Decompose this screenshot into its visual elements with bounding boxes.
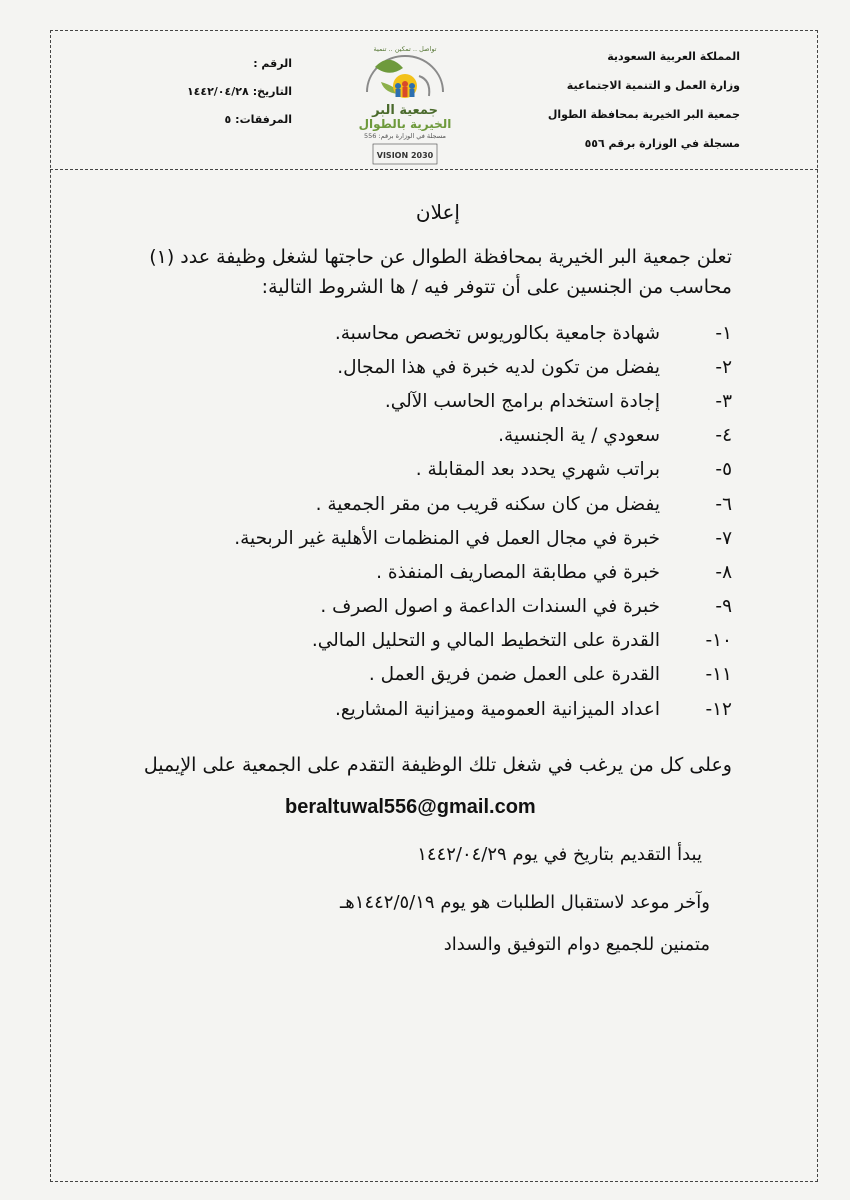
condition-number: ٥- (715, 459, 732, 481)
condition-item (92, 658, 732, 692)
condition-text: خبرة في مطابقة المصاريف المنفذة . (376, 561, 660, 583)
logo-tagline: تواصل .. تمكين .. تنمية (373, 45, 437, 53)
logo-name-line1: جمعية البر (372, 103, 438, 118)
reference-block (142, 50, 292, 134)
org-line-country: المملكة العربية السعودية (607, 50, 740, 63)
condition-text: خبرة في السندات الداعمة و اصول الصرف . (320, 596, 660, 618)
condition-item (92, 555, 732, 589)
condition-number: ٤- (715, 425, 732, 447)
condition-text: سعودي / ية الجنسية. (498, 425, 660, 447)
condition-number: ١١- (705, 664, 732, 686)
condition-number: ٣- (715, 390, 732, 412)
announcement-title: إعلان (415, 200, 460, 224)
condition-text: خبرة في مجال العمل في المنظمات الأهلية غير الربحية. (234, 527, 660, 549)
closing-remark: متمنين للجميع دوام التوفيق والسداد (443, 934, 710, 955)
org-line-registration: مسجلة في الوزارة برقم ٥٥٦ (584, 137, 740, 150)
condition-item (92, 692, 732, 726)
ref-attachments-row (142, 106, 292, 134)
condition-text: شهادة جامعية بكالوريوس تخصص محاسبة. (334, 322, 660, 344)
letterhead (50, 30, 818, 170)
ref-date-value: ١٤٤٢/٠٤/٢٨ (186, 85, 249, 98)
condition-item (92, 624, 732, 658)
ref-date-label: التاريخ: (252, 85, 292, 98)
condition-number: ٦- (715, 493, 732, 515)
condition-item (92, 384, 732, 418)
condition-text: يفضل من كان سكنه قريب من مقر الجمعية . (315, 493, 660, 515)
condition-number: ١٠- (705, 630, 732, 652)
condition-text: القدرة على العمل ضمن فريق العمل . (368, 664, 660, 686)
org-line-association: جمعية البر الخيرية بمحافظة الطوال (547, 108, 740, 121)
logo-graphic (345, 42, 465, 167)
association-logo (345, 42, 465, 167)
condition-item (92, 521, 732, 555)
condition-item (92, 419, 732, 453)
ref-number-row (142, 50, 292, 78)
condition-item (92, 350, 732, 384)
condition-number: ٢- (715, 356, 732, 378)
application-start-date: يبدأ التقديم بتاريخ في يوم ١٤٤٢/٠٤/٢٩ (417, 844, 702, 865)
application-deadline: وآخر موعد لاستقبال الطلبات هو يوم ١٤٤٢/٥/١٩هـ (340, 892, 710, 913)
condition-text: براتب شهري يحدد بعد المقابلة . (415, 459, 660, 481)
contact-email[interactable]: beraltuwal556@gmail.com (285, 796, 536, 818)
condition-number: ٧- (715, 527, 732, 549)
condition-text: القدرة على التخطيط المالي و التحليل المالي. (311, 630, 660, 652)
condition-item (92, 316, 732, 350)
condition-text: إجادة استخدام برامج الحاسب الآلي. (384, 390, 660, 412)
ref-date-row (142, 78, 292, 106)
logo-registration: مسجلة في الوزارة برقم: 556 (364, 132, 446, 140)
condition-item (92, 590, 732, 624)
condition-number: ٩- (715, 596, 732, 618)
condition-text: اعداد الميزانية العمومية وميزانية المشاريع. (334, 698, 660, 720)
condition-number: ٨- (715, 561, 732, 583)
condition-number: ١٢- (705, 698, 732, 720)
org-line-ministry: وزارة العمل و التنمية الاجتماعية (566, 79, 740, 92)
vision-2030-logo: VISION 2030 (376, 151, 434, 160)
ref-attachments-label: المرفقات: (235, 113, 292, 126)
contact-instruction: وعلى كل من يرغب في شغل تلك الوظيفة التقدم على الجمعية على الإيميل (143, 754, 732, 776)
conditions-list (92, 316, 732, 726)
organization-block (540, 42, 740, 158)
announcement-intro: تعلن جمعية البر الخيرية بمحافظة الطوال عن حاجتها لشغل وظيفة عدد (١) محاسب من الجنسين على أن تتوفر فيه / ها الشروط التالية: (149, 246, 732, 298)
leaf-icon (375, 60, 403, 73)
condition-item (92, 487, 732, 521)
logo-name-line2: الخيرية بالطوال (358, 117, 452, 131)
ref-attachments-value: ٥ (224, 113, 232, 126)
condition-item (92, 453, 732, 487)
condition-number: ١- (715, 322, 732, 344)
condition-text: يفضل من تكون لديه خبرة في هذا المجال. (337, 356, 660, 378)
ref-number-label: الرقم : (253, 57, 292, 70)
